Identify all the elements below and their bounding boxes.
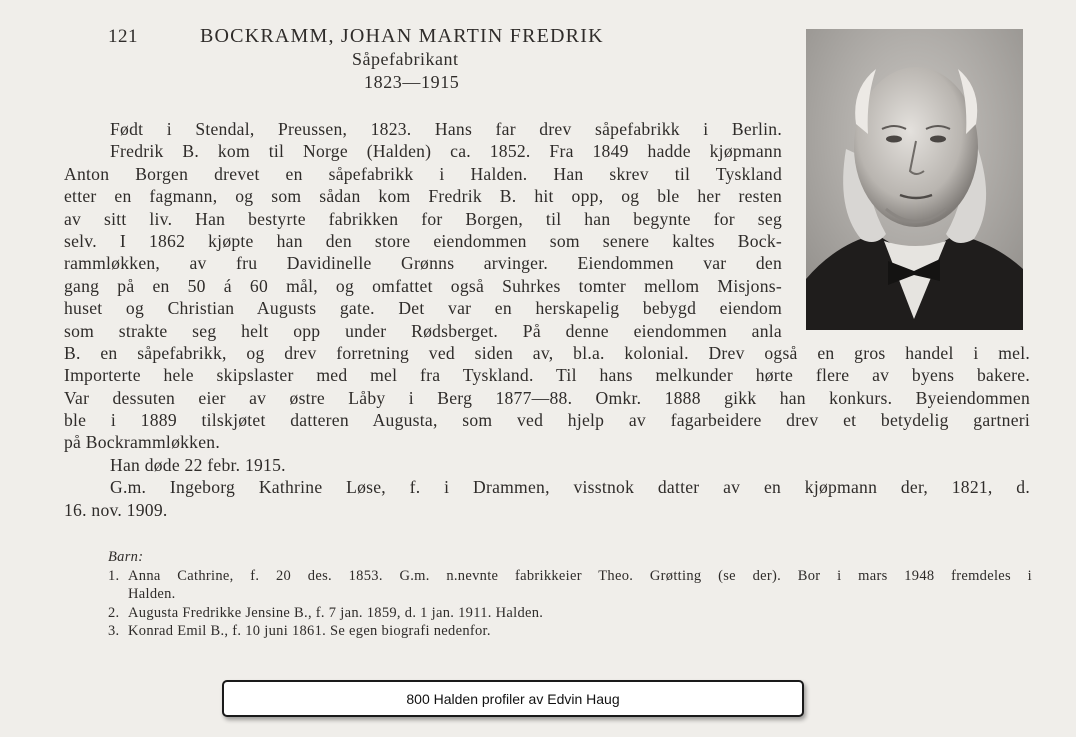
child-text: Halden.: [128, 586, 176, 603]
entry-name: BOCKRAMM, JOHAN MARTIN FREDRIK: [200, 25, 604, 47]
children-heading: Barn:: [108, 549, 144, 565]
entry-number: 121: [108, 26, 138, 47]
bio-line: rammløkken, av fru Davidinelle Grønns arvinger. Eiendommen var den: [64, 253, 782, 274]
list-item: [108, 567, 1032, 604]
bio-line: gang på en 50 á 60 mål, og omfattet også Suhrkes tomter mellom Misjons-: [64, 275, 782, 296]
bio-line: selv. I 1862 kjøpte han den store eiendommen som senere kaltes Bock-: [64, 230, 782, 251]
footer-label: 800 Halden profiler av Edvin Haug: [406, 690, 620, 707]
entry-occupation: Såpefabrikant: [352, 49, 459, 69]
bio-line: G.m. Ingeborg Kathrine Løse, f. i Drammen, visstnok datter av en kjøpmann der, 1821, d.: [110, 477, 1030, 498]
bio-line: på Bockrammløkken.: [64, 432, 220, 453]
bio-line: Født i Stendal, Preussen, 1823. Hans far drev såpefabrikk i Berlin.: [110, 119, 782, 139]
child-number: 3.: [108, 623, 120, 640]
bio-line: av sitt liv. Han bestyrte fabrikken for Borgen, til han begynte for seg: [64, 208, 782, 229]
child-text: Konrad Emil B., f. 10 juni 1861. Se egen biografi nedenfor.: [128, 623, 491, 640]
footer-title-bar[interactable]: [222, 680, 804, 717]
bio-line: B. en såpefabrikk, og drev forretning ved siden av, bl.a. kolonial. Drev også en gros handel i mel.: [64, 342, 1030, 363]
bio-line: ble i 1889 tilskjøtet datteren Augusta, som ved hjelp av fagarbeidere drev et betydelig gartneri: [64, 410, 1030, 431]
bio-line: Fredrik B. kom til Norge (Halden) ca. 1852. Fra 1849 hadde kjøpmann: [110, 141, 782, 162]
bio-line: Var dessuten eier av østre Låby i Berg 1877—88. Omkr. 1888 gikk han konkurs. Byeiendommen: [64, 387, 1030, 408]
bio-line: Importerte hele skipslaster med mel fra Tyskland. Til hans melkunder hørte flere av byens bakere.: [64, 365, 1030, 386]
children-list: [108, 548, 1032, 641]
child-text: Augusta Fredrikke Jensine B., f. 7 jan. 1859, d. 1 jan. 1911. Halden.: [128, 604, 544, 621]
child-text: Anna Cathrine, f. 20 des. 1853. G.m. n.nevnte fabrikkeier Theo. Grøtting (se der). Bor i mars 1948 fremdeles i: [128, 567, 1032, 584]
list-item: [108, 604, 1032, 623]
bio-line: etter en fagmann, og som sådan kom Fredrik B. hit opp, og ble her resten: [64, 186, 782, 207]
child-number: 2.: [108, 604, 120, 621]
child-number: 1.: [108, 567, 120, 584]
bio-line: 16. nov. 1909.: [64, 499, 168, 520]
bio-line: Han døde 22 febr. 1915.: [110, 454, 286, 475]
bio-line: huset og Christian Augusts gate. Det var en herskapelig bebygd eiendom: [64, 298, 782, 319]
bio-line: Anton Borgen drevet en såpefabrikk i Halden. Han skrev til Tyskland: [64, 163, 782, 184]
bio-line: som strakte seg helt opp under Rødsberget. På denne eiendommen anla: [64, 320, 782, 341]
biography-text: [64, 118, 1030, 521]
list-item: [108, 622, 1032, 641]
entry-years: 1823—1915: [364, 72, 460, 92]
